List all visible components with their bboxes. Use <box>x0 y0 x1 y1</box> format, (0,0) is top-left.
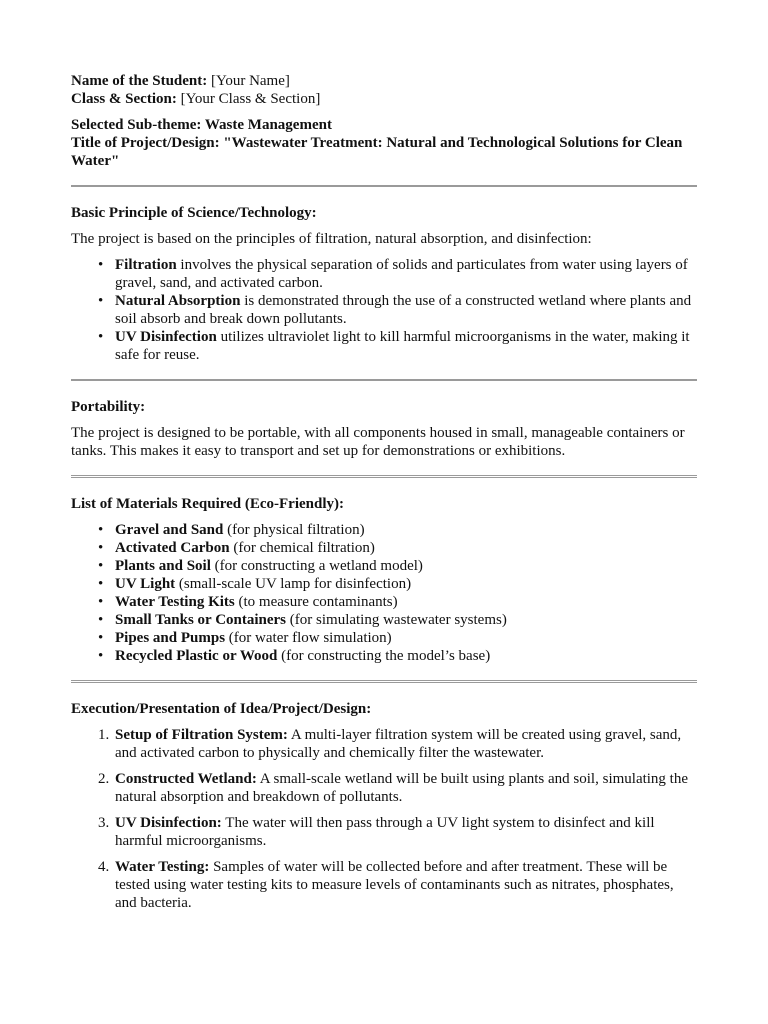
materials-list <box>71 521 697 665</box>
item-text: Samples of water will be collected before and after treatment. These will be tested using water testing kits to measure levels of contaminants such as nitrates, phosphates, and bacteria. <box>115 859 674 911</box>
item-term: Water Testing: <box>115 859 210 875</box>
item-term: Pipes and Pumps <box>115 630 226 646</box>
item-term: Small Tanks or Containers <box>115 612 287 628</box>
divider <box>71 680 697 683</box>
student-name-value: [Your Name] <box>207 73 290 89</box>
divider <box>71 475 697 478</box>
materials-section <box>71 495 697 665</box>
item-text: (for constructing the model’s base) <box>277 648 491 664</box>
execution-list <box>71 726 697 912</box>
list-item <box>115 328 697 364</box>
list-item <box>115 539 697 557</box>
principle-list <box>71 256 697 364</box>
item-term: Natural Absorption <box>115 293 241 309</box>
item-number: 3. <box>98 815 110 831</box>
item-text: is demonstrated through the use of a constructed wetland where plants and soil absorb and break down pollutants. <box>115 293 692 327</box>
portability-heading: Portability: <box>71 399 146 415</box>
item-text: (to measure contaminants) <box>234 594 398 610</box>
item-term: Activated Carbon <box>115 540 230 556</box>
item-text: (for constructing a wetland model) <box>210 558 423 574</box>
item-term: UV Disinfection <box>115 329 217 345</box>
subtheme-label: Selected Sub-theme: <box>71 117 202 133</box>
list-item <box>115 575 697 593</box>
class-section-label: Class & Section: <box>71 91 177 107</box>
subtheme-value: Waste Management <box>201 117 332 133</box>
project-info <box>71 116 697 170</box>
class-section-value: [Your Class & Section] <box>176 91 321 107</box>
divider <box>71 185 697 187</box>
item-text: A multi-layer filtration system will be created using gravel, sand, and activated carbon to physically and chemically filter the wastewater. <box>115 727 682 761</box>
item-text: (for water flow simulation) <box>225 630 392 646</box>
item-term: Setup of Filtration System: <box>115 727 288 743</box>
materials-heading: List of Materials Required (Eco-Friendly): <box>71 496 345 512</box>
list-item <box>115 593 697 611</box>
list-item <box>115 629 697 647</box>
list-item <box>115 292 697 328</box>
execution-section <box>71 700 697 912</box>
project-title-line <box>71 134 697 170</box>
project-title-label: Title of Project/Design: <box>71 135 220 151</box>
item-text: (for physical filtration) <box>223 522 365 538</box>
list-item <box>115 557 697 575</box>
item-term: Recycled Plastic or Wood <box>115 648 278 664</box>
principle-heading: Basic Principle of Science/Technology: <box>71 205 317 221</box>
project-title-value: "Wastewater Treatment: Natural and Technological Solutions for Clean Water" <box>71 135 683 169</box>
class-section-line <box>71 90 697 108</box>
list-item <box>115 521 697 539</box>
item-number: 4. <box>98 859 110 875</box>
item-term: Water Testing Kits <box>115 594 235 610</box>
item-text: (for simulating wastewater systems) <box>286 612 507 628</box>
item-text: utilizes ultraviolet light to kill harmful microorganisms in the water, making it safe for reuse. <box>115 329 690 363</box>
student-name-line <box>71 72 697 90</box>
portability-text: The project is designed to be portable, with all components housed in small, manageable containers or tanks. This makes it easy to transport and set up for demonstrations or exhibitions. <box>71 425 685 459</box>
list-item <box>98 814 697 850</box>
item-term: Gravel and Sand <box>115 522 224 538</box>
item-number: 2. <box>98 771 110 787</box>
principle-section <box>71 204 697 364</box>
list-item <box>98 770 697 806</box>
item-text: (for chemical filtration) <box>229 540 375 556</box>
principle-intro: The project is based on the principles of filtration, natural absorption, and disinfection: <box>71 231 592 247</box>
list-item <box>115 256 697 292</box>
item-text: The water will then pass through a UV light system to disinfect and kill harmful microorganisms. <box>115 815 655 849</box>
student-info <box>71 72 697 108</box>
item-term: UV Light <box>115 576 176 592</box>
item-text: A small-scale wetland will be built using plants and soil, simulating the natural absorption and breakdown of pollutants. <box>115 771 689 805</box>
student-name-label: Name of the Student: <box>71 73 208 89</box>
item-term: Constructed Wetland: <box>115 771 257 787</box>
list-item <box>98 726 697 762</box>
subtheme-line <box>71 116 697 134</box>
divider <box>71 379 697 381</box>
list-item <box>115 647 697 665</box>
item-term: UV Disinfection: <box>115 815 222 831</box>
execution-heading: Execution/Presentation of Idea/Project/Design: <box>71 701 372 717</box>
item-term: Filtration <box>115 257 177 273</box>
item-term: Plants and Soil <box>115 558 211 574</box>
portability-section <box>71 398 697 460</box>
list-item <box>98 858 697 912</box>
list-item <box>115 611 697 629</box>
item-text: (small-scale UV lamp for disinfection) <box>175 576 412 592</box>
item-text: involves the physical separation of solids and particulates from water using layers of gravel, sand, and activated carbon. <box>115 257 688 291</box>
item-number: 1. <box>98 727 110 743</box>
